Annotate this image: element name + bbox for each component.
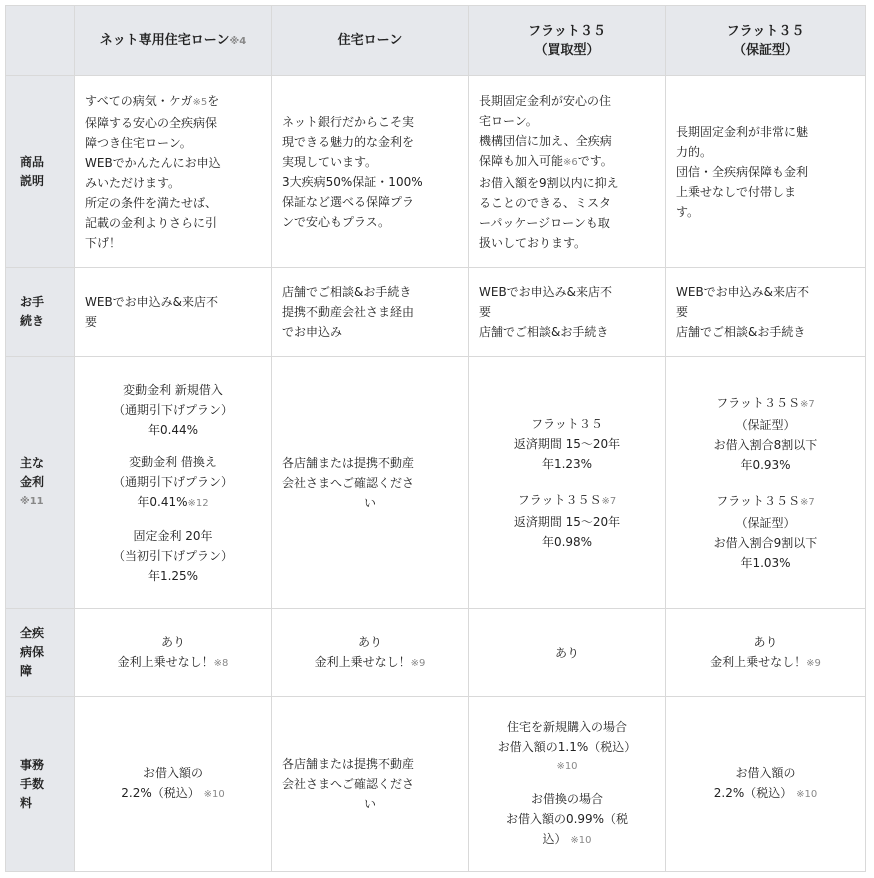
footnote-mark: ※9: [410, 657, 426, 669]
text-line: 長期固定金利が非常に魅: [676, 124, 809, 139]
rates-housing-loan: [272, 357, 469, 609]
insurance-flat35-guarantee: [666, 609, 866, 697]
text-line: 金利上乗せなし！※9: [710, 654, 821, 669]
procedure-flat35-guarantee: [666, 268, 866, 357]
rowhead-insurance-line2: 病保: [20, 645, 45, 659]
text-line: ーパッケージローンも取: [479, 215, 610, 230]
text-line: 長期固定金利が安心の住: [479, 93, 612, 108]
text-line: 金利上乗せなし！※8: [117, 654, 229, 669]
spacer: [85, 440, 261, 452]
text-line: 宅ローン。: [479, 113, 538, 128]
text-line: お借入額の1.1%（税込）: [497, 740, 637, 754]
text-line: 要: [479, 305, 492, 319]
rowhead-rates-line2: 金利: [20, 475, 45, 489]
text-line: 店舗でご相談&お手続き: [676, 325, 806, 339]
text-line: 機構団信に加え、全疾病: [479, 133, 612, 148]
text-line: みいただけます。: [85, 175, 181, 190]
rowhead-insurance-line3: 障: [20, 664, 33, 678]
row-main-rates: [6, 357, 866, 609]
text-line: 現できる魅力的な金利を: [282, 134, 415, 149]
footnote-mark: ※4: [229, 35, 247, 47]
text-line: フラット３５Ｓ※7: [517, 492, 617, 507]
spacer: [479, 777, 655, 789]
text-line: ネット銀行だからこそ実: [282, 114, 415, 129]
text-line: あり: [753, 634, 778, 649]
text-line: 年1.03%: [740, 555, 791, 570]
footnote-mark: ※10: [796, 789, 818, 800]
text-line: 3大疾病50%保証・100%: [282, 174, 423, 189]
corner-cell: [6, 6, 75, 76]
text-line: ることのできる、ミスタ: [479, 195, 612, 210]
row-product-description: [6, 76, 866, 268]
header-housing-loan: [272, 6, 469, 76]
text-line: 障つき住宅ローン。: [85, 135, 192, 150]
text-line: 年0.93%: [740, 457, 791, 472]
text-line: 2.2%（税込） ※10: [121, 786, 225, 800]
text-line: 変動金利 借換え: [129, 454, 217, 469]
text-line: お借入額の: [735, 766, 796, 780]
rowhead-product: [6, 76, 75, 268]
text-line: 金利上乗せなし！※9: [314, 654, 426, 669]
fees-flat35-purchase: [469, 697, 666, 872]
text-line: お借入額を9割以内に抑え: [479, 175, 619, 190]
row-procedure: [6, 268, 866, 357]
insurance-flat35-purchase: [469, 609, 666, 697]
fees-flat35-guarantee: [666, 697, 866, 872]
text-line: 保証など選べる保障プラ: [282, 194, 415, 209]
text-line: 固定金利 20年: [133, 528, 213, 543]
rowhead-insurance-line1: 全疾: [20, 626, 45, 640]
text-line: ンで安心もプラス。: [282, 214, 391, 229]
rates-net-loan: [75, 357, 272, 609]
rowhead-procedure: [6, 268, 75, 357]
text-line: 要: [676, 305, 689, 319]
comparison-table: [5, 5, 866, 872]
text-line: す。: [676, 204, 700, 219]
text-line: 各店舗または提携不動産: [282, 455, 415, 470]
text-line: 要: [85, 315, 98, 329]
text-line: お借換の場合: [530, 792, 603, 806]
footnote-mark: ※8: [213, 657, 229, 669]
text-line: でお申込み: [282, 325, 343, 339]
footnote-mark: ※5: [192, 96, 208, 108]
text-line: WEBでお申込み&来店不: [676, 285, 810, 299]
rowhead-product-line1: 商品: [20, 154, 45, 169]
footnote-mark: ※7: [800, 496, 815, 508]
text-line: あり: [554, 645, 579, 660]
text-line: お借入割合9割以下: [713, 535, 818, 550]
text-line: 扱いしております。: [479, 235, 587, 250]
text-line: 上乗せなしで付帯しま: [676, 184, 797, 199]
rowhead-fees-line2: 手数: [20, 776, 45, 791]
footnote-mark: ※7: [800, 398, 815, 410]
footnote-mark: ※12: [187, 497, 209, 509]
text-line: 保障する安心の全疾病保: [85, 115, 218, 130]
procedure-flat35-purchase: [469, 268, 666, 357]
text-line: 記載の金利よりさらに引: [85, 215, 218, 230]
rowhead-procedure-line2: 続き: [20, 314, 45, 328]
text-line: 力的。: [676, 144, 713, 159]
text-line: 2.2%（税込） ※10: [713, 786, 818, 800]
text-line: （通期引下げプラン）: [112, 402, 233, 417]
text-line: 年1.23%: [541, 456, 593, 471]
text-line: 変動金利 新規借入: [123, 382, 223, 397]
footnote-mark: ※10: [203, 789, 225, 800]
insurance-net-loan: [75, 609, 272, 697]
text-line: フラット３５Ｓ※7: [716, 395, 815, 410]
procedure-net-loan: [75, 268, 272, 357]
text-line: （保証型）: [735, 515, 796, 530]
spacer: [676, 475, 855, 491]
text-line: 店舗でご相談&お手続き: [479, 325, 609, 339]
text-line: 年0.98%: [541, 534, 593, 549]
text-line: （通期引下げプラン）: [112, 474, 233, 489]
header-flat35-purchase-line1: フラット３５: [528, 23, 606, 39]
header-flat35-purchase-line2: （買取型）: [534, 42, 600, 58]
rowhead-fees-line3: 料: [20, 795, 33, 810]
text-line: （保証型）: [735, 417, 796, 432]
fees-net-loan: [75, 697, 272, 872]
row-insurance: [6, 609, 866, 697]
spacer: [85, 514, 261, 526]
text-line: 各店舗または提携不動産: [282, 757, 415, 771]
product-flat35-guarantee: [666, 76, 866, 268]
footnote-mark: ※6: [563, 156, 578, 168]
text-line: WEBでお申込み&来店不: [479, 285, 613, 299]
text-line: 住宅を新規購入の場合: [506, 720, 627, 734]
text-line: 返済期間 15〜20年: [513, 514, 621, 529]
rowhead-procedure-line1: お手: [20, 295, 45, 309]
text-line: あり: [357, 634, 382, 649]
header-net-loan-label: ネット専用住宅ローン: [99, 32, 230, 48]
text-line: 店舗でご相談&お手続き: [282, 285, 412, 299]
text-line: 年0.41%※12: [137, 494, 209, 509]
text-line: 込） ※10: [542, 832, 592, 846]
fees-housing-loan: [272, 697, 469, 872]
rowhead-rates: [6, 357, 75, 609]
header-flat35-guarantee: [666, 6, 866, 76]
text-line: 年1.25%: [147, 568, 199, 583]
text-line: あり: [160, 634, 185, 649]
text-line: お借入額の0.99%（税: [505, 812, 629, 826]
footnote-mark: ※9: [806, 657, 821, 669]
text-line: 年0.44%: [147, 422, 199, 437]
rates-flat35-purchase: [469, 357, 666, 609]
rowhead-product-line2: 説明: [20, 173, 45, 188]
header-flat35-guarantee-line1: フラット３５: [726, 23, 805, 39]
rates-flat35-guarantee: [666, 357, 866, 609]
text-line: 団信・全疾病保障も金利: [676, 164, 809, 179]
rowhead-rates-line1: 主な: [20, 456, 45, 470]
text-line: 会社さまへご確認くださ: [282, 777, 415, 791]
text-line: い: [363, 495, 376, 510]
text-line: 会社さまへご確認くださ: [282, 475, 415, 490]
text-line: WEBでかんたんにお申込: [85, 155, 221, 170]
text-line: フラット３５Ｓ※7: [716, 493, 815, 508]
insurance-housing-loan: [272, 609, 469, 697]
product-flat35-purchase: [469, 76, 666, 268]
rowhead-fees: [6, 697, 75, 872]
text-line: 保障も加入可能※6です。: [479, 153, 613, 168]
row-fees: [6, 697, 866, 872]
header-row: [6, 6, 866, 76]
text-line: 所定の条件を満たせば、: [85, 195, 218, 210]
footnote-mark: ※11: [20, 496, 44, 507]
text-line: 提携不動産会社さま経由: [282, 305, 415, 319]
footnote-mark: ※10: [556, 761, 578, 772]
text-line: 下げ！: [85, 235, 122, 250]
header-flat35-guarantee-line2: （保証型）: [732, 42, 798, 58]
text-line: い: [363, 797, 376, 811]
text-line: お借入割合8割以下: [713, 437, 818, 452]
text-line: 返済期間 15〜20年: [513, 436, 621, 451]
header-housing-loan-label: 住宅ローン: [337, 33, 403, 48]
spacer: [479, 474, 655, 490]
header-net-loan: [75, 6, 272, 76]
text-line: フラット３５: [531, 416, 603, 431]
text-line: すべての病気・ケガ※5を: [85, 93, 220, 108]
product-net-loan: [75, 76, 272, 268]
text-line: （当初引下げプラン）: [112, 548, 233, 563]
rowhead-insurance: [6, 609, 75, 697]
footnote-mark: ※10: [570, 835, 592, 846]
product-housing-loan: [272, 76, 469, 268]
footnote-mark: ※7: [601, 495, 617, 507]
rowhead-fees-line1: 事務: [20, 757, 45, 772]
text-line: 実現しています。: [282, 154, 378, 169]
text-line: WEBでお申込み&来店不: [85, 295, 219, 309]
header-flat35-purchase: [469, 6, 666, 76]
procedure-housing-loan: [272, 268, 469, 357]
text-line: お借入額の: [142, 766, 203, 780]
